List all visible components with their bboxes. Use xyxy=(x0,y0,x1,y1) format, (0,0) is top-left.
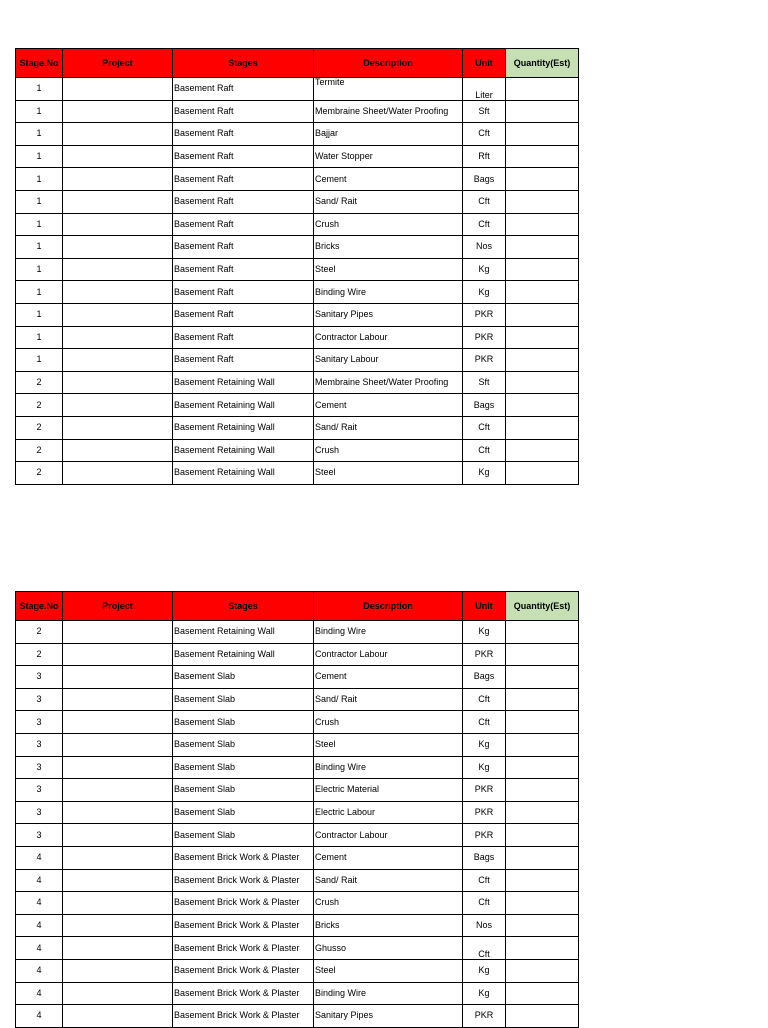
table-row xyxy=(16,756,579,779)
unit-cell: Cft xyxy=(463,439,506,462)
description-cell: Crush xyxy=(314,439,463,462)
stage-cell: Basement Raft xyxy=(173,78,314,101)
stage-no-cell: 4 xyxy=(16,846,63,869)
quantity-cell xyxy=(506,621,579,644)
stage-cell: Basement Brick Work & Plaster xyxy=(173,982,314,1005)
table-row xyxy=(16,801,579,824)
stage-no-cell: 3 xyxy=(16,756,63,779)
stage-cell: Basement Slab xyxy=(173,824,314,847)
stage-cell: Basement Slab xyxy=(173,666,314,689)
unit-cell: Kg xyxy=(463,462,506,485)
project-cell xyxy=(63,258,173,281)
table-row xyxy=(16,824,579,847)
stage-no-cell: 1 xyxy=(16,236,63,259)
table-row xyxy=(16,100,579,123)
unit-cell: PKR xyxy=(463,824,506,847)
project-cell xyxy=(63,326,173,349)
stage-no-cell: 1 xyxy=(16,78,63,101)
header-row xyxy=(16,49,579,78)
description-cell: Cement xyxy=(314,394,463,417)
table-row xyxy=(16,303,579,326)
unit-cell: Cft xyxy=(463,869,506,892)
table-row xyxy=(16,779,579,802)
stage-cell: Basement Slab xyxy=(173,711,314,734)
header-row xyxy=(16,592,579,621)
unit-cell: PKR xyxy=(463,801,506,824)
unit-cell: Nos xyxy=(463,236,506,259)
stage-cell: Basement Raft xyxy=(173,236,314,259)
project-cell xyxy=(63,462,173,485)
stage-no-cell: 4 xyxy=(16,982,63,1005)
stage-cell: Basement Raft xyxy=(173,213,314,236)
stage-cell: Basement Raft xyxy=(173,281,314,304)
stage-no-cell: 4 xyxy=(16,869,63,892)
description-cell: Cement xyxy=(314,846,463,869)
stage-no-cell: 4 xyxy=(16,959,63,982)
table-row xyxy=(16,236,579,259)
unit-cell: Cft xyxy=(463,123,506,146)
description-cell: Steel xyxy=(314,959,463,982)
stage-no-cell: 2 xyxy=(16,371,63,394)
stage-cell: Basement Brick Work & Plaster xyxy=(173,914,314,937)
description-cell: Cement xyxy=(314,666,463,689)
stage-no-cell: 1 xyxy=(16,168,63,191)
stage-no-cell: 3 xyxy=(16,666,63,689)
project-cell xyxy=(63,190,173,213)
description-cell: Sand/ Rait xyxy=(314,190,463,213)
stage-no-cell: 1 xyxy=(16,326,63,349)
unit-cell: PKR xyxy=(463,779,506,802)
stage-no-cell: 1 xyxy=(16,100,63,123)
stage-no-cell: 1 xyxy=(16,281,63,304)
quantity-cell xyxy=(506,78,579,101)
quantity-cell xyxy=(506,756,579,779)
table-row xyxy=(16,78,579,101)
stage-cell: Basement Brick Work & Plaster xyxy=(173,846,314,869)
estimate-table-2 xyxy=(15,591,579,1028)
quantity-cell xyxy=(506,892,579,915)
stage-cell: Basement Retaining Wall xyxy=(173,643,314,666)
project-cell xyxy=(63,168,173,191)
stage-no-cell: 2 xyxy=(16,462,63,485)
quantity-cell xyxy=(506,394,579,417)
unit-cell: Kg xyxy=(463,733,506,756)
table-row xyxy=(16,123,579,146)
stage-no-cell: 2 xyxy=(16,416,63,439)
quantity-cell xyxy=(506,959,579,982)
stage-cell: Basement Slab xyxy=(173,733,314,756)
stage-cell: Basement Raft xyxy=(173,145,314,168)
table-row xyxy=(16,281,579,304)
description-cell: Electric Labour xyxy=(314,801,463,824)
description-cell: Crush xyxy=(314,213,463,236)
description-cell: Contractor Labour xyxy=(314,824,463,847)
stage-no-cell: 1 xyxy=(16,123,63,146)
header-project: Project xyxy=(63,592,173,621)
stage-cell: Basement Raft xyxy=(173,190,314,213)
table-row xyxy=(16,869,579,892)
description-cell: Binding Wire xyxy=(314,621,463,644)
table-row xyxy=(16,846,579,869)
table-row xyxy=(16,937,579,960)
description-cell: Ghusso xyxy=(314,937,463,960)
unit-cell: Liter xyxy=(463,78,506,101)
unit-cell: Kg xyxy=(463,621,506,644)
unit-cell: Kg xyxy=(463,959,506,982)
header-stages: Stages xyxy=(173,49,314,78)
header-stage-no: Stage.No xyxy=(16,592,63,621)
project-cell xyxy=(63,779,173,802)
header-description: Description xyxy=(314,49,463,78)
unit-cell: PKR xyxy=(463,643,506,666)
header-stages: Stages xyxy=(173,592,314,621)
unit-cell: Bags xyxy=(463,666,506,689)
table-row xyxy=(16,213,579,236)
stage-no-cell: 2 xyxy=(16,439,63,462)
project-cell xyxy=(63,100,173,123)
stage-cell: Basement Retaining Wall xyxy=(173,462,314,485)
table-row xyxy=(16,733,579,756)
table-body xyxy=(16,621,579,1028)
project-cell xyxy=(63,756,173,779)
quantity-cell xyxy=(506,168,579,191)
unit-cell: Kg xyxy=(463,982,506,1005)
project-cell xyxy=(63,869,173,892)
description-cell: Contractor Labour xyxy=(314,326,463,349)
unit-cell: Sft xyxy=(463,100,506,123)
stage-no-cell: 1 xyxy=(16,303,63,326)
description-cell: Sanitary Labour xyxy=(314,349,463,372)
unit-cell: Sft xyxy=(463,371,506,394)
stage-cell: Basement Retaining Wall xyxy=(173,394,314,417)
stage-no-cell: 4 xyxy=(16,892,63,915)
description-cell: Membraine Sheet/Water Proofing xyxy=(314,100,463,123)
description-cell: Binding Wire xyxy=(314,281,463,304)
unit-cell: Cft xyxy=(463,937,506,960)
description-cell: Electric Material xyxy=(314,779,463,802)
description-cell: Sand/ Rait xyxy=(314,688,463,711)
project-cell xyxy=(63,349,173,372)
stage-cell: Basement Brick Work & Plaster xyxy=(173,869,314,892)
stage-cell: Basement Retaining Wall xyxy=(173,621,314,644)
stage-no-cell: 1 xyxy=(16,145,63,168)
stage-no-cell: 1 xyxy=(16,349,63,372)
description-cell: Cement xyxy=(314,168,463,191)
unit-cell: PKR xyxy=(463,349,506,372)
project-cell xyxy=(63,666,173,689)
stage-no-cell: 2 xyxy=(16,394,63,417)
quantity-cell xyxy=(506,982,579,1005)
header-unit: Unit xyxy=(463,592,506,621)
stage-no-cell: 1 xyxy=(16,213,63,236)
stage-no-cell: 3 xyxy=(16,733,63,756)
stage-cell: Basement Raft xyxy=(173,258,314,281)
stage-no-cell: 3 xyxy=(16,779,63,802)
quantity-cell xyxy=(506,688,579,711)
unit-cell: Cft xyxy=(463,711,506,734)
project-cell xyxy=(63,78,173,101)
quantity-cell xyxy=(506,824,579,847)
stage-no-cell: 2 xyxy=(16,621,63,644)
project-cell xyxy=(63,824,173,847)
table-row xyxy=(16,371,579,394)
description-cell: Sand/ Rait xyxy=(314,416,463,439)
stage-no-cell: 1 xyxy=(16,190,63,213)
description-cell: Steel xyxy=(314,258,463,281)
stage-cell: Basement Raft xyxy=(173,123,314,146)
stage-cell: Basement Retaining Wall xyxy=(173,439,314,462)
quantity-cell xyxy=(506,190,579,213)
project-cell xyxy=(63,846,173,869)
table-row xyxy=(16,326,579,349)
stage-cell: Basement Retaining Wall xyxy=(173,416,314,439)
description-cell: Sanitary Pipes xyxy=(314,303,463,326)
unit-cell: Kg xyxy=(463,756,506,779)
unit-cell: Bags xyxy=(463,846,506,869)
quantity-cell xyxy=(506,666,579,689)
project-cell xyxy=(63,959,173,982)
quantity-cell xyxy=(506,236,579,259)
project-cell xyxy=(63,281,173,304)
quantity-cell xyxy=(506,914,579,937)
quantity-cell xyxy=(506,281,579,304)
table-row xyxy=(16,892,579,915)
project-cell xyxy=(63,236,173,259)
stage-no-cell: 2 xyxy=(16,643,63,666)
quantity-cell xyxy=(506,371,579,394)
stage-no-cell: 3 xyxy=(16,711,63,734)
stage-no-cell: 4 xyxy=(16,914,63,937)
project-cell xyxy=(63,688,173,711)
description-cell: Bricks xyxy=(314,236,463,259)
unit-cell: PKR xyxy=(463,326,506,349)
unit-cell: Rft xyxy=(463,145,506,168)
stage-no-cell: 1 xyxy=(16,258,63,281)
project-cell xyxy=(63,643,173,666)
unit-cell: Nos xyxy=(463,914,506,937)
description-cell: Contractor Labour xyxy=(314,643,463,666)
table-row xyxy=(16,688,579,711)
project-cell xyxy=(63,982,173,1005)
stage-cell: Basement Slab xyxy=(173,779,314,802)
unit-cell: Bags xyxy=(463,168,506,191)
quantity-cell xyxy=(506,100,579,123)
stage-cell: Basement Slab xyxy=(173,688,314,711)
description-cell: Bricks xyxy=(314,914,463,937)
stage-cell: Basement Retaining Wall xyxy=(173,371,314,394)
quantity-cell xyxy=(506,326,579,349)
table-row xyxy=(16,145,579,168)
project-cell xyxy=(63,371,173,394)
description-cell: Crush xyxy=(314,892,463,915)
project-cell xyxy=(63,801,173,824)
description-cell: Termite xyxy=(314,78,463,101)
quantity-cell xyxy=(506,462,579,485)
table-row xyxy=(16,621,579,644)
stage-cell: Basement Slab xyxy=(173,756,314,779)
project-cell xyxy=(63,937,173,960)
table-row xyxy=(16,416,579,439)
table-row xyxy=(16,711,579,734)
stage-no-cell: 4 xyxy=(16,1005,63,1028)
table-row xyxy=(16,462,579,485)
quantity-cell xyxy=(506,416,579,439)
project-cell xyxy=(63,621,173,644)
header-quantity-est: Quantity(Est) xyxy=(506,592,579,621)
unit-cell: Kg xyxy=(463,258,506,281)
quantity-cell xyxy=(506,711,579,734)
project-cell xyxy=(63,914,173,937)
quantity-cell xyxy=(506,303,579,326)
table-row xyxy=(16,349,579,372)
quantity-cell xyxy=(506,733,579,756)
stage-no-cell: 3 xyxy=(16,801,63,824)
stage-cell: Basement Raft xyxy=(173,168,314,191)
unit-cell: Cft xyxy=(463,416,506,439)
description-cell: Water Stopper xyxy=(314,145,463,168)
stage-no-cell: 4 xyxy=(16,937,63,960)
stage-cell: Basement Raft xyxy=(173,303,314,326)
header-unit: Unit xyxy=(463,49,506,78)
stage-cell: Basement Brick Work & Plaster xyxy=(173,1005,314,1028)
project-cell xyxy=(63,439,173,462)
quantity-cell xyxy=(506,779,579,802)
table-row xyxy=(16,643,579,666)
quantity-cell xyxy=(506,801,579,824)
unit-cell: Bags xyxy=(463,394,506,417)
quantity-cell xyxy=(506,869,579,892)
table-row xyxy=(16,959,579,982)
description-cell: Steel xyxy=(314,733,463,756)
project-cell xyxy=(63,892,173,915)
table-row xyxy=(16,982,579,1005)
quantity-cell xyxy=(506,846,579,869)
stage-cell: Basement Brick Work & Plaster xyxy=(173,959,314,982)
unit-cell: PKR xyxy=(463,1005,506,1028)
unit-cell: Kg xyxy=(463,281,506,304)
stage-no-cell: 3 xyxy=(16,824,63,847)
project-cell xyxy=(63,303,173,326)
stage-cell: Basement Raft xyxy=(173,326,314,349)
project-cell xyxy=(63,416,173,439)
table-row xyxy=(16,168,579,191)
quantity-cell xyxy=(506,439,579,462)
unit-cell: Cft xyxy=(463,190,506,213)
unit-cell: PKR xyxy=(463,303,506,326)
quantity-cell xyxy=(506,349,579,372)
description-cell: Steel xyxy=(314,462,463,485)
header-project: Project xyxy=(63,49,173,78)
project-cell xyxy=(63,733,173,756)
table-row xyxy=(16,439,579,462)
quantity-cell xyxy=(506,123,579,146)
unit-cell: Cft xyxy=(463,213,506,236)
table-row xyxy=(16,258,579,281)
quantity-cell xyxy=(506,643,579,666)
description-cell: Sand/ Rait xyxy=(314,869,463,892)
estimate-table-1 xyxy=(15,48,579,485)
stage-cell: Basement Raft xyxy=(173,349,314,372)
table-row xyxy=(16,190,579,213)
quantity-cell xyxy=(506,258,579,281)
quantity-cell xyxy=(506,937,579,960)
description-cell: Bajjar xyxy=(314,123,463,146)
table-row xyxy=(16,914,579,937)
unit-cell: Cft xyxy=(463,688,506,711)
table-row xyxy=(16,394,579,417)
description-cell: Binding Wire xyxy=(314,982,463,1005)
description-cell: Sanitary Pipes xyxy=(314,1005,463,1028)
description-cell: Membraine Sheet/Water Proofing xyxy=(314,371,463,394)
quantity-cell xyxy=(506,213,579,236)
project-cell xyxy=(63,145,173,168)
header-description: Description xyxy=(314,592,463,621)
project-cell xyxy=(63,394,173,417)
description-cell: Binding Wire xyxy=(314,756,463,779)
table-row xyxy=(16,666,579,689)
project-cell xyxy=(63,123,173,146)
unit-cell: Cft xyxy=(463,892,506,915)
header-quantity-est: Quantity(Est) xyxy=(506,49,579,78)
stage-cell: Basement Brick Work & Plaster xyxy=(173,892,314,915)
stage-no-cell: 3 xyxy=(16,688,63,711)
description-cell: Crush xyxy=(314,711,463,734)
table-body xyxy=(16,78,579,485)
quantity-cell xyxy=(506,145,579,168)
stage-cell: Basement Raft xyxy=(173,100,314,123)
header-stage-no: Stage.No xyxy=(16,49,63,78)
project-cell xyxy=(63,213,173,236)
stage-cell: Basement Brick Work & Plaster xyxy=(173,937,314,960)
project-cell xyxy=(63,711,173,734)
stage-cell: Basement Slab xyxy=(173,801,314,824)
